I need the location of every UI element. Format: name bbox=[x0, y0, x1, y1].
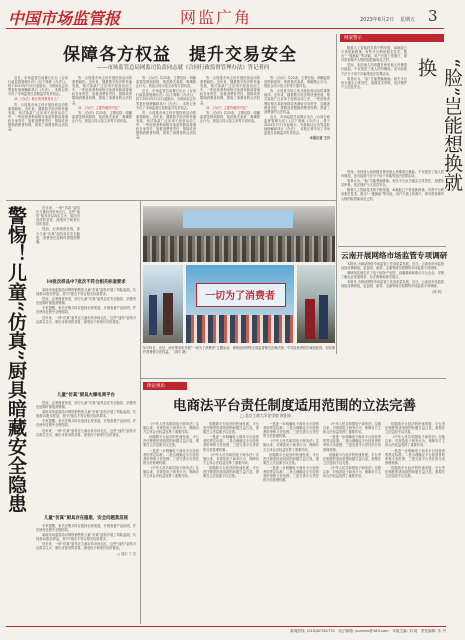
masthead-rule bbox=[6, 28, 444, 29]
page-number: 3 bbox=[428, 7, 438, 25]
lead-author: 本报记者 王丹 bbox=[309, 136, 330, 141]
masthead bbox=[0, 0, 450, 34]
footer-info: 新闻热线: (010)82762770 电子邮箱: yuanxiu@163.com 本版主编: 刘 莉 责任编辑: 朱 丹 bbox=[290, 629, 446, 633]
issue-date: 2023年6月2日 bbox=[360, 17, 395, 23]
law-body-col-1: 《中华人民共和国电子商务法》实施以来，对规范电子商务行为、保障各方主体合法权益发挥了重要作用。 但随着平台经济的快速发展，平台责任制度的适用范围问题日益凸显，需要在立法层面予以完善。 一是进一步明确电子商务平台经营者的界定标准；二是合理确定平台经营者的审核义务范围；三是完善平台责任的分类管理机制。 《中华人民共和国电子商务法》实施以来，对规范电子商务行为、保障各方主体合法权益发挥了重要作用。 bbox=[143, 422, 199, 479]
essay-section-tag: 网案警示 bbox=[340, 34, 444, 42]
law-section-tag: 律论视角 bbox=[143, 382, 187, 390]
warning-author: □ 钱宇 丁 杰 bbox=[117, 551, 136, 556]
lead-body-col-5: 答：《办法》共22条，主要包括：明确监管范围和原则、规范格式条款、明确禁止行为、规范合同示范文本等方面内容。 答：合同是市场主体开展经营活动的重要载体。近年来，随着数字经济的快速发展，格式条款广泛应用于经营活动之中，一些经营者利用格式条款免除或者减轻自身责任、加重消费者责任、排除或者限制消费者权利，损害了消费者的合法权益。 近日，市场监管总局修订出台《合同行政监督管理办法》(以下简称《办法》)，将于2023年7月1日起施行。为帮助社会各界更好地理解和执行《办法》，本报记者专访了市场监管总局网监司负责同志。 本报记者 王丹 bbox=[264, 76, 330, 141]
warning-title: 警惕！儿童“仿真”厨具暗藏安全隐患 bbox=[5, 206, 27, 513]
weekday: 星期五 bbox=[400, 17, 416, 23]
law-body-col-3: 一是进一步明确电子商务平台经营者的界定标准；二是合理确定平台经营者的审核义务范围；三是完善平台责任的分类管理机制。 《中华人民共和国电子商务法》实施以来，对规范电子商务行为、保障各方主体合法权益发挥了重要作用。 但随着平台经济的快速发展，平台责任制度的适用范围问题日益凸显，需要在立法层面予以完善。 一是进一步明确电子商务平台经营者的界定标准；二是合理确定平台经营者的审核义务范围；三是完善平台责任的分类管理机制。 bbox=[263, 422, 319, 483]
photo-caption: 5月25日，北京、河北等省市开展“一切为了消费者”主题活动，现场宣传网络交易监管相关法律法规，引导经营者依法诚信经营，切实保护消费者合法权益。（刘宇 摄） bbox=[143, 346, 335, 355]
photo-activity-left bbox=[143, 265, 183, 343]
essay-title: “脸”岂能想换就换 bbox=[415, 58, 463, 192]
photo-banner-center bbox=[186, 265, 294, 343]
lead-subheadline: ——市场监管总局网监司负责同志就《合同行政监督管理办法》答记者问 bbox=[96, 65, 270, 71]
photo-crowd-top bbox=[143, 206, 335, 262]
banner-slogan: 一切为了消费者 bbox=[205, 291, 275, 302]
warning-body-col-3: 然而，记者调查发现，部分儿童“仿真”厨具存在安全隐患，消费者在选购时需提高警惕。 某地市场监管局对网络销售的儿童“仿真”厨具开展了风险监测，共抽查10批次样品，其中7批次不符合相关标准要求。 专家提醒，家长在购买时应选择正规渠道，仔细查看产品说明，并在使用过程中全程陪同。 近年来，一种“仿真”厨具在儿童玩具市场走红，这些“迷你”厨具可以真实生火，做出可食用的菜肴，深受孩子和家长们的喜爱。 bbox=[36, 401, 136, 437]
lead-body-col-1: 近日，市场监管总局修订出台《合同行政监督管理办法》(以下简称《办法》)，将于2023年7月1日起施行。为帮助社会各界更好地理解和执行《办法》，本报记者专访了市场监管总局网监司负责同志。 问：《办法》修订的背景是什么？ 答：合同是市场主体开展经营活动的重要载体。近年来，随着数字经济的快速发展，格式条款广泛应用于经营活动之中，一些经营者利用格式条款免除或者减轻自身责任、加重消费者责任、排除或者限制消费者权利，损害了消费者的合法权益。 bbox=[8, 76, 68, 132]
warning-subhead-1: 10批次样品中7批次不符合相关标准要求 bbox=[46, 280, 126, 285]
photo-credit: （刘宇 摄） bbox=[171, 350, 189, 355]
paper-logo: 中国市场监管报 bbox=[8, 9, 121, 28]
law-body-col-4: 《中华人民共和国电子商务法》实施以来，对规范电子商务行为、保障各方主体合法权益发挥了重要作用。 一是进一步明确电子商务平台经营者的界定标准；二是合理确定平台经营者的审核义务范围；三是完善平台责任的分类管理机制。 但随着平台经济的快速发展，平台责任制度的适用范围问题日益凸显，需要在立法层面予以完善。 《中华人民共和国电子商务法》实施以来，对规范电子商务行为、保障各方主体合法权益发挥了重要作用。 bbox=[323, 422, 381, 479]
warning-subhead-2: 儿童“仿真”厨具火爆电商平台 bbox=[57, 393, 115, 398]
warning-body-col-4: 专家提醒，家长在购买时应选择正规渠道，仔细查看产品说明，并在使用过程中全程陪同。 某地市场监管局对网络销售的儿童“仿真”厨具开展了风险监测，共抽查10批次样品，其中7批次不符合相关标准要求。 近年来，一种“仿真”厨具在儿童玩具市场走红，这些“迷你”厨具可以真实生火，做出可食用的菜肴，深受孩子和家长们的喜爱。 □ 钱宇 丁 杰 bbox=[36, 524, 136, 556]
lead-body-col-4: 答：合同是市场主体开展经营活动的重要载体。近年来，随着数字经济的快速发展，格式条款广泛应用于经营活动之中，一些经营者利用格式条款免除或者减轻自身责任、加重消费者责任、排除或者限制消费者权利，损害了消费者的合法权益。 问：《办法》主要有哪些内容？ 答：《办法》共22条，主要包括：明确监管范围和原则、规范格式条款、明确禁止行为、规范合同示范文本等方面内容。 bbox=[200, 76, 260, 123]
photo-activity-right bbox=[297, 265, 335, 343]
yunnan-author: （段 明） bbox=[430, 289, 444, 294]
lead-body-col-3: 答：《办法》共22条，主要包括：明确监管范围和原则、规范格式条款、明确禁止行为、规范合同示范文本等方面内容。 近日，市场监管总局修订出台《合同行政监督管理办法》(以下简称《办法》)，将于2023年7月1日起施行。为帮助社会各界更好地理解和执行《办法》，本报记者专访了市场监管总局网监司负责同志。 答：合同是市场主体开展经营活动的重要载体。近年来，随着数字经济的快速发展，格式条款广泛应用于经营活动之中，一些经营者利用格式条款免除或者减轻自身责任、加重消费者责任、排除或者限制消费者权利，损害了消费者的合法权益。 bbox=[136, 76, 196, 140]
column-name: 网监广角 bbox=[180, 8, 253, 27]
yunnan-body: 本报讯 为推动网络市场监管工作高质量发展，近日，云南省市场监管局组成调研组，赴昆明、曲靖、玉溪等地开展网络市场监管专项调研。 调研组实地走访了电子商务产业园、直播基地和重点平台企业，详细了解企业发展现状、存在困难和意见建议。 本报讯 为推动网络市场监管工作高质量发展，近日，云南省市场监管局组成调研组，赴昆明、曲靖、玉溪等地开展网络市场监管专项调研。 （段 明） bbox=[341, 262, 444, 294]
essay-body-col-1: 随着人工智能技术的不断发展，AI换脸已不再是新鲜事。有些平台利用相关技术，推出“一键换脸”等功能，用户只需上传照片，即可将视频中人物的脸替换成自己的。 然而，未经他人同意擅自使用他人肖像进行换脸，不仅侵犯了他人的肖像权，还可能被不法分子用于诈骗等违法犯罪活动。 笔者认为，“脸”岂能想换就换。相关平台应当落实主体责任，加强技术审核，依法保护个人信息安全。 bbox=[341, 46, 407, 89]
yunnan-title: 云南开展网络市场监管专项调研 bbox=[341, 251, 448, 260]
warning-subhead-3: 儿童“仿真”厨具存在隐患，安全问题莫忽视 bbox=[43, 516, 129, 521]
lead-body-col-2: 答：合同是市场主体开展经营活动的重要载体。近年来，随着数字经济的快速发展，格式条款广泛应用于经营活动之中，一些经营者利用格式条款免除或者减轻自身责任、加重消费者责任、排除或者限制消费者权利，损害了消费者的合法权益。 问：《办法》主要有哪些内容？ 答：《办法》共22条，主要包括：明确监管范围和原则、规范格式条款、明确禁止行为、规范合同示范文本等方面内容。 bbox=[72, 76, 132, 123]
warning-body-col-1: 近年来，一种“仿真”厨具在儿童玩具市场走红，这些“迷你”厨具可以真实生火，做出可食用的菜肴，深受孩子和家长们的喜爱。 然而，记者调查发现，部分儿童“仿真”厨具存在安全隐患，消费者在选购时需提高警惕。 bbox=[36, 206, 80, 244]
law-body-col-2: 但随着平台经济的快速发展，平台责任制度的适用范围问题日益凸显，需要在立法层面予以完善。 一是进一步明确电子商务平台经营者的界定标准；二是合理确定平台经营者的审核义务范围；三是完善平台责任的分类管理机制。 《中华人民共和国电子商务法》实施以来，对规范电子商务行为、保障各方主体合法权益发挥了重要作用。 但随着平台经济的快速发展，平台责任制度的适用范围问题日益凸显，需要在立法层面予以完善。 bbox=[203, 422, 259, 479]
law-body-col-5: 但随着平台经济的快速发展，平台责任制度的适用范围问题日益凸显，需要在立法层面予以完善。 《中华人民共和国电子商务法》实施以来，对规范电子商务行为、保障各方主体合法权益发挥了重要作用。 一是进一步明确电子商务平台经营者的界定标准；二是合理确定平台经营者的审核义务范围；三是完善平台责任的分类管理机制。 但随着平台经济的快速发展，平台责任制度的适用范围问题日益凸显，需要在立法层面予以完善。 bbox=[385, 422, 445, 479]
law-title: 电商法平台责任制度适用范围的立法完善 bbox=[173, 398, 416, 414]
warning-body-col-2: 某地市场监管局对网络销售的儿童“仿真”厨具开展了风险监测，共抽查10批次样品，其中7批次不符合相关标准要求。 然而，记者调查发现，部分儿童“仿真”厨具存在安全隐患，消费者在选购时需提高警惕。 专家提醒，家长在购买时应选择正规渠道，仔细查看产品说明，并在使用过程中全程陪同。 近年来，一种“仿真”厨具在儿童玩具市场走红，这些“迷你”厨具可以真实生火，做出可食用的菜肴，深受孩子和家长们的喜爱。 bbox=[36, 288, 136, 324]
law-author: □ 北京工商大学法学院 欧阳东 bbox=[240, 413, 292, 418]
lead-headline: 保障各方权益 提升交易安全 bbox=[63, 45, 297, 65]
essay-body-col-2: 然而，未经他人同意擅自使用他人肖像进行换脸，不仅侵犯了他人的肖像权，还可能被不法分子用于诈骗等违法犯罪活动。 笔者认为，“脸”岂能想换就换。相关平台应当落实主体责任，加强技术审核，依法保护个人信息安全。 随着人工智能技术的不断发展，AI换脸已不再是新鲜事。有些平台利用相关技术，推出“一键换脸”等功能，用户只需上传照片，即可将视频中人物的脸替换成自己的。 bbox=[341, 170, 444, 201]
